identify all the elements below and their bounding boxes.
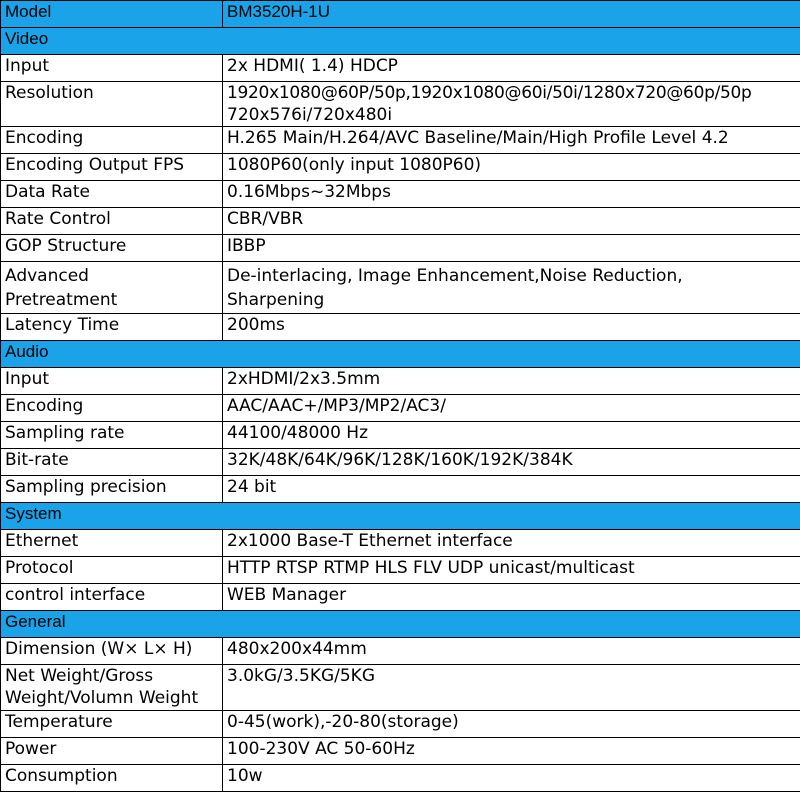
row-label: Consumption (1, 765, 223, 792)
row-label: Temperature (1, 711, 223, 738)
row-label: Encoding (1, 127, 223, 154)
section-title: System (1, 503, 800, 530)
row-value: 2xHDMI/2x3.5mm (223, 368, 800, 395)
row-label: Encoding (1, 395, 223, 422)
row-value-line: Sharpening (227, 290, 325, 310)
table-row (1, 368, 800, 395)
table-row (1, 557, 800, 584)
row-label-line: Weight/Volumn Weight (5, 688, 199, 708)
table-row (1, 738, 800, 765)
row-label: control interface (1, 584, 223, 611)
section-row-video (1, 28, 800, 55)
section-row-audio (1, 341, 800, 368)
row-label: Input (1, 368, 223, 395)
row-label: Data Rate (1, 181, 223, 208)
table-row (1, 638, 800, 665)
row-value: WEB Manager (223, 584, 800, 611)
table-row (1, 181, 800, 208)
row-label: Ethernet (1, 530, 223, 557)
section-row-system (1, 503, 800, 530)
table-row (1, 665, 800, 711)
table-row (1, 314, 800, 341)
row-label: Sampling rate (1, 422, 223, 449)
section-title: Audio (1, 341, 800, 368)
row-label: Sampling precision (1, 476, 223, 503)
section-title: General (1, 611, 800, 638)
row-value: 480x200x44mm (223, 638, 800, 665)
row-value-line: 720x576i/720x480i (227, 105, 393, 125)
row-value: 0.16Mbps~32Mbps (223, 181, 800, 208)
row-value: AAC/AAC+/MP3/MP2/AC3/ (223, 395, 800, 422)
table-row (1, 711, 800, 738)
row-value: 3.0kG/3.5KG/5KG (223, 665, 800, 711)
row-value: 32K/48K/64K/96K/128K/160K/192K/384K (223, 449, 800, 476)
row-value: 10w (223, 765, 800, 792)
row-label-line: Pretreatment (5, 290, 118, 310)
row-value-line: 1920x1080@60P/50p,1920x1080@60i/50i/1280x720@60p/50p (227, 83, 752, 103)
row-label (1, 262, 223, 314)
table-row (1, 584, 800, 611)
row-value (223, 262, 800, 314)
row-value: CBR/VBR (223, 208, 800, 235)
table-row (1, 476, 800, 503)
table-row (1, 208, 800, 235)
table-row (1, 395, 800, 422)
row-label-line: Advanced (5, 266, 89, 286)
table-row (1, 55, 800, 82)
row-label: Input (1, 55, 223, 82)
row-value: 2x1000 Base-T Ethernet interface (223, 530, 800, 557)
header-label: Model (1, 1, 223, 28)
table-row (1, 422, 800, 449)
row-label: Dimension (W× L× H) (1, 638, 223, 665)
section-title: Video (1, 28, 800, 55)
row-label (1, 665, 223, 711)
table-row (1, 262, 800, 314)
row-label: Power (1, 738, 223, 765)
row-value (223, 82, 800, 127)
table-row (1, 154, 800, 181)
table-row (1, 765, 800, 792)
row-value: 24 bit (223, 476, 800, 503)
table-row (1, 530, 800, 557)
row-label: Bit-rate (1, 449, 223, 476)
row-label: Resolution (1, 82, 223, 127)
row-value: 44100/48000 Hz (223, 422, 800, 449)
section-row-general (1, 611, 800, 638)
row-value: HTTP RTSP RTMP HLS FLV UDP unicast/multicast (223, 557, 800, 584)
row-value: 200ms (223, 314, 800, 341)
table-row (1, 82, 800, 127)
header-value: BM3520H-1U (223, 1, 800, 28)
row-label: GOP Structure (1, 235, 223, 262)
table-row (1, 449, 800, 476)
row-value: 0-45(work),-20-80(storage) (223, 711, 800, 738)
row-value-line: De-interlacing, Image Enhancement,Noise Reduction, (227, 266, 683, 286)
row-label: Latency Time (1, 314, 223, 341)
row-label: Rate Control (1, 208, 223, 235)
row-label-line: Net Weight/Gross (5, 666, 154, 686)
row-label: Protocol (1, 557, 223, 584)
table-row (1, 127, 800, 154)
row-value: 100-230V AC 50-60Hz (223, 738, 800, 765)
header-row (1, 1, 800, 28)
table-row (1, 235, 800, 262)
row-value: IBBP (223, 235, 800, 262)
row-value: 1080P60(only input 1080P60) (223, 154, 800, 181)
row-value: H.265 Main/H.264/AVC Baseline/Main/High Profile Level 4.2 (223, 127, 800, 154)
row-value: 2x HDMI( 1.4) HDCP (223, 55, 800, 82)
row-label: Encoding Output FPS (1, 154, 223, 181)
